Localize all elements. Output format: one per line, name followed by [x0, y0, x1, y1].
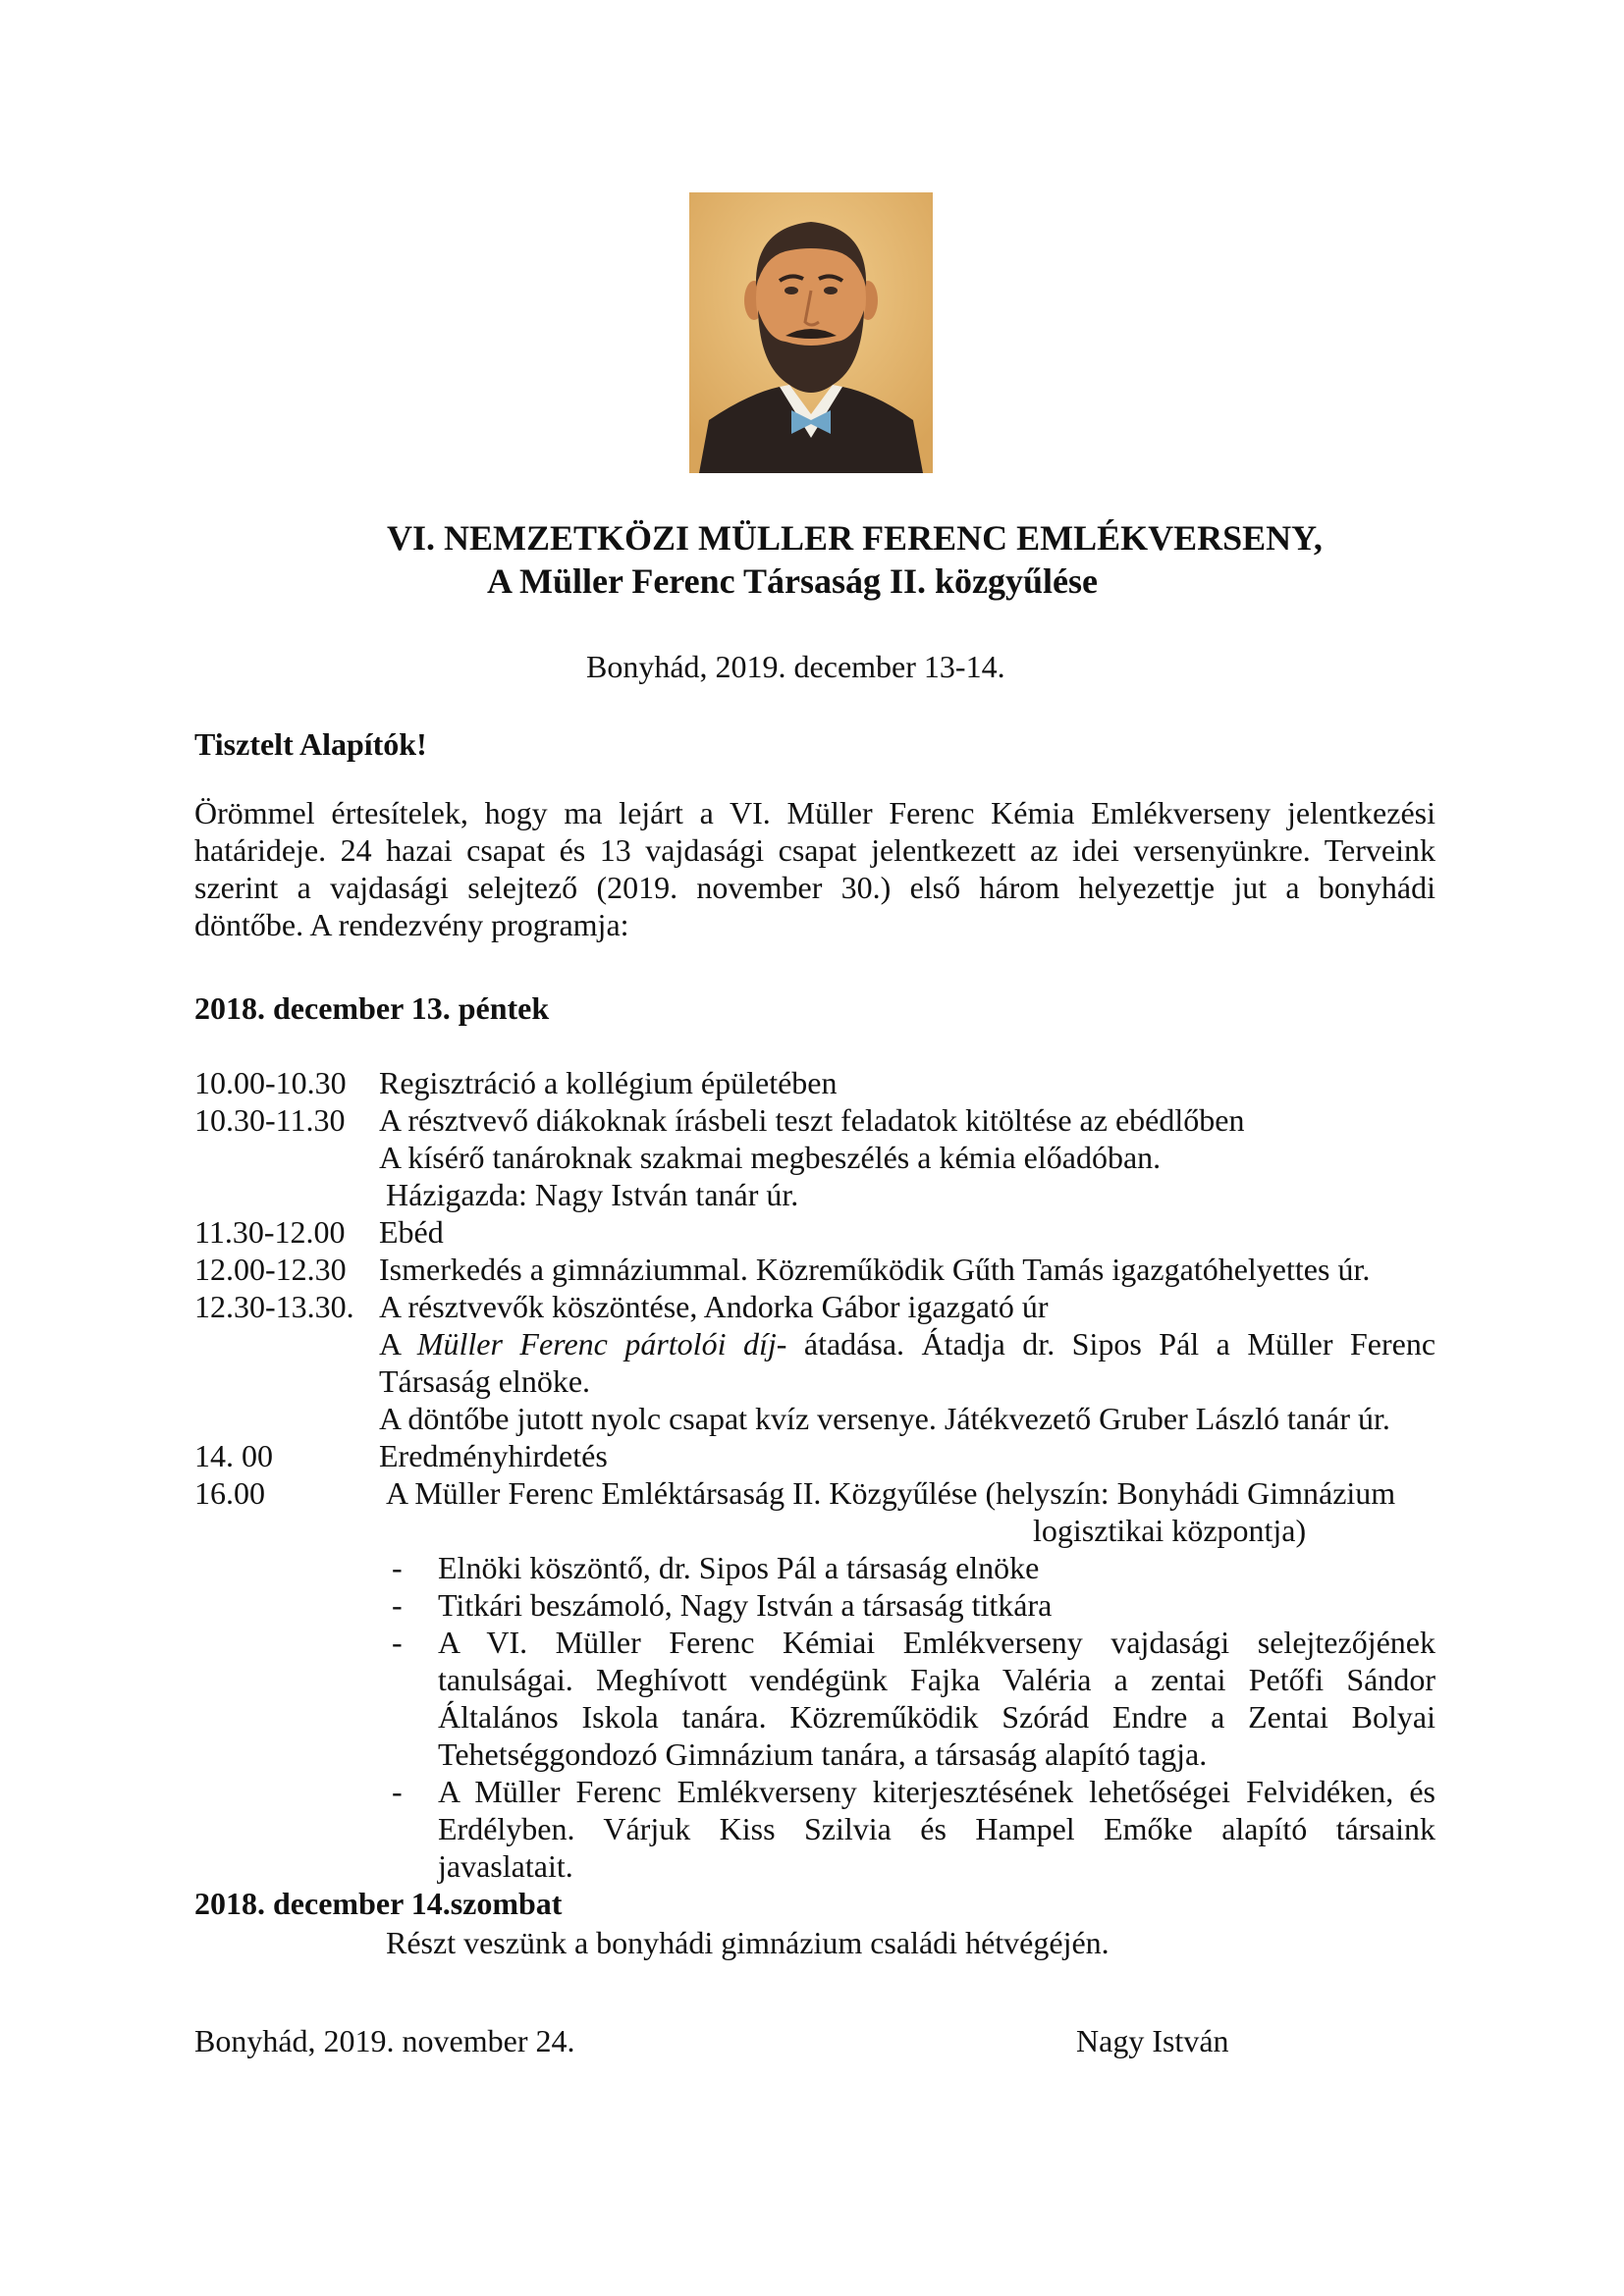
schedule-text: Regisztráció a kollégium épületében	[379, 1065, 838, 1100]
bullet-mark: -	[392, 1550, 403, 1585]
intro-line: Örömmel értesítelek, hogy ma lejárt a VI. Müller Ferenc Kémia Emlékverseny jelentkezési	[194, 795, 1435, 830]
day2-heading: 2018. december 14.szombat	[194, 1886, 563, 1921]
intro-line: szerint a vajdasági selejtező (2019. november 30.) első három helyezettje jut a bonyhádi	[194, 870, 1435, 905]
intro-line: döntőbe. A rendezvény programja:	[194, 907, 629, 942]
bullet-paragraph	[438, 1624, 1435, 1773]
award-pre: A	[379, 1326, 417, 1362]
schedule-time: 16.00	[194, 1475, 265, 1511]
schedule-text: Ismerkedés a gimnáziummal. Közreműködik Gűth Tamás igazgatóhelyettes úr.	[379, 1252, 1371, 1287]
bullet-line: tanulságai. Meghívott vendégünk Fajka Valéria a zentai Petőfi Sándor	[438, 1662, 1435, 1697]
bullet-mark: -	[392, 1587, 403, 1623]
bullet-line: Általános Iskola tanára. Közreműködik Szórád Endre a Zentai Bolyai	[438, 1699, 1435, 1735]
intro-paragraph	[194, 794, 1435, 943]
bullet-line: Tehetséggondozó Gimnázium tanára, a társaság alapító tagja.	[438, 1736, 1208, 1772]
signature-name: Nagy István	[1076, 2023, 1229, 2058]
award-name: Müller Ferenc pártolói díj-	[416, 1326, 787, 1362]
schedule-text: Házigazda: Nagy István tanár úr.	[386, 1177, 799, 1212]
portrait-image	[689, 192, 933, 473]
bullet-paragraph	[438, 1773, 1435, 1885]
award-line	[379, 1325, 1435, 1362]
title-line-1: VI. NEMZETKÖZI MÜLLER FERENC EMLÉKVERSENY,	[387, 518, 1323, 558]
footer-place-date: Bonyhád, 2019. november 24.	[194, 2023, 575, 2058]
quiz-text: A döntőbe jutott nyolc csapat kvíz versenye. Játékvezető Gruber László tanár úr.	[379, 1401, 1390, 1436]
assembly-line-2: logisztikai központja)	[1033, 1513, 1307, 1548]
schedule-text: Eredményhirdetés	[379, 1438, 608, 1473]
award-line: Társaság elnöke.	[379, 1363, 591, 1399]
schedule-text: A résztvevő diákoknak írásbeli teszt feladatok kitöltése az ebédlőben	[379, 1102, 1245, 1138]
award-post: átadása. Átadja dr. Sipos Pál a Müller Ferenc	[786, 1326, 1436, 1362]
schedule-time: 10.00-10.30	[194, 1065, 347, 1100]
schedule-time: 10.30-11.30	[194, 1102, 346, 1138]
schedule-time: 14. 00	[194, 1438, 273, 1473]
bullet-mark: -	[392, 1774, 403, 1809]
schedule-time: 11.30-12.00	[194, 1214, 346, 1250]
salutation: Tisztelt Alapítók!	[194, 726, 427, 762]
schedule-text: A kísérő tanároknak szakmai megbeszélés a kémia előadóban.	[379, 1140, 1162, 1175]
schedule-text: Ebéd	[379, 1214, 444, 1250]
bullet-line: A VI. Müller Ferenc Kémiai Emlékverseny vajdasági selejtezőjének	[438, 1625, 1435, 1660]
schedule-time: 12.30-13.30.	[194, 1289, 354, 1324]
bullet-line: A Müller Ferenc Emlékverseny kiterjesztésének lehetőségei Felvidéken, és	[438, 1774, 1435, 1809]
award-paragraph	[379, 1325, 1435, 1400]
bullet-mark: -	[392, 1625, 403, 1660]
schedule-time: 12.00-12.30	[194, 1252, 347, 1287]
bullet-text: Elnöki köszöntő, dr. Sipos Pál a társaság elnöke	[438, 1550, 1040, 1585]
bullet-line: Erdélyben. Várjuk Kiss Szilvia és Hampel Emőke alapító társaink	[438, 1811, 1435, 1846]
event-place-date: Bonyhád, 2019. december 13-14.	[586, 649, 1005, 684]
schedule-text: A résztvevők köszöntése, Andorka Gábor igazgató úr	[379, 1289, 1049, 1324]
intro-line: határideje. 24 hazai csapat és 13 vajdasági csapat jelentkezett az idei versenyünkre. Terveink	[194, 832, 1435, 868]
title-line-2: A Müller Ferenc Társaság II. közgyűlése	[487, 561, 1098, 601]
day1-heading: 2018. december 13. péntek	[194, 990, 550, 1026]
day2-text: Részt veszünk a bonyhádi gimnázium családi hétvégéjén.	[386, 1925, 1110, 1960]
assembly-line-1: A Müller Ferenc Emléktársaság II. Közgyűlése (helyszín: Bonyhádi Gimnázium	[386, 1475, 1396, 1511]
bullet-line: javaslatait.	[438, 1848, 573, 1884]
bullet-text: Titkári beszámoló, Nagy István a társaság titkára	[438, 1587, 1053, 1623]
